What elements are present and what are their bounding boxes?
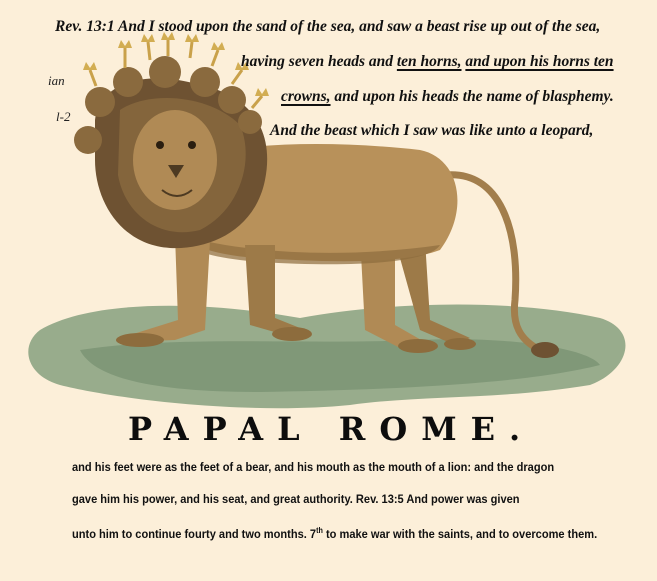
small-head-2 [85,87,115,117]
small-head-6 [218,86,246,114]
verse-superscript: th [316,526,323,535]
small-head-7 [238,110,262,134]
side-label-1: ian [48,73,65,88]
paw [398,339,438,353]
small-head-4 [149,56,181,88]
verse-bottom-line-2: gave him his power, and his seat, and great authority. Rev. 13:5 And power was given [72,492,520,506]
small-head-3 [113,67,143,97]
verse-ten-horns: ten horns, [396,53,462,70]
verse-horns-crowns: and upon his horns ten [465,53,614,70]
verse-bottom-line-1: and his feet were as the feet of a bear, and his mouth as the mouth of a lion: and the dragon [72,460,555,474]
verse-top-line-3b: and upon his heads the name of blasphemy. [330,88,614,105]
verse-top-line-2 [241,53,614,71]
crown-icon [83,62,97,70]
crown-icon [118,40,132,48]
paw [116,333,164,347]
verse-bottom-line-3b: to make war with the saints, and to overcome them. [322,527,598,542]
crown-icon [211,42,225,50]
small-head-1 [74,126,102,154]
verse-bottom-line-3 [72,526,597,541]
crown-icon [255,88,269,96]
verse-top-line-3 [281,88,614,106]
verse-top-line-2a: having seven heads and [241,53,397,70]
verse-bottom-line-3a: unto him to continue fourty and two months. 7 [72,527,317,542]
small-head-5 [190,67,220,97]
page-title: PAPAL ROME. [128,410,535,448]
side-label-2: l-2 [56,109,71,124]
verse-top-line-1: Rev. 13:1 And I stood upon the sand of the sea, and saw a beast rise up out of the sea, [55,18,601,35]
verse-crowns: crowns, [281,88,331,105]
verse-top-line-4: And the beast which I saw was like unto a leopard, [270,122,594,139]
beast-eye-left [156,141,164,149]
beast-eye-right [188,141,196,149]
tail-tuft [531,342,559,358]
paw [444,338,476,350]
paw [272,327,312,341]
